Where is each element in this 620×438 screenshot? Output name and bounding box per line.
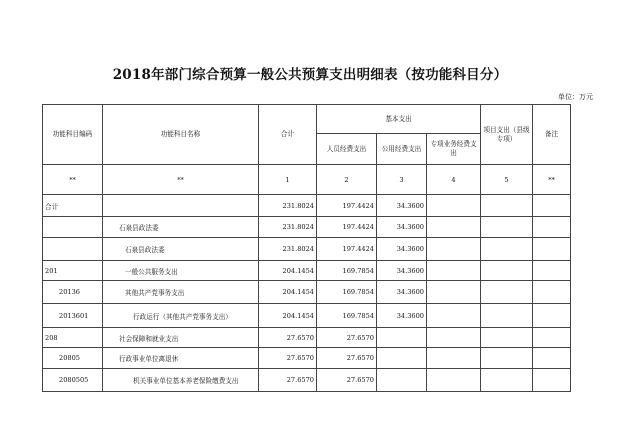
project-cell [481, 348, 533, 369]
remark-cell [533, 348, 571, 369]
personnel-cell: 27.6570 [317, 369, 377, 392]
name-cell: 机关事业单位基本养老保险缴费支出 [103, 369, 259, 392]
marker-cell: 4 [427, 165, 481, 195]
special-cell [427, 348, 481, 369]
header-code: 功能科目编码 [43, 105, 103, 165]
code-cell: 201 [43, 261, 103, 281]
marker-cell: 3 [377, 165, 427, 195]
personnel-cell: 197.4424 [317, 195, 377, 217]
special-cell [427, 328, 481, 348]
marker-cell: ** [103, 165, 259, 195]
table-row [43, 328, 571, 348]
code-cell: 20136 [43, 281, 103, 304]
name-cell: 行政运行（其他共产党事务支出） [103, 304, 259, 328]
project-cell [481, 304, 533, 328]
marker-cell: 2 [317, 165, 377, 195]
special-cell [427, 195, 481, 217]
marker-cell: 5 [481, 165, 533, 195]
remark-cell [533, 195, 571, 217]
remark-cell [533, 304, 571, 328]
personnel-cell: 27.6570 [317, 348, 377, 369]
public-cell: 34.3600 [377, 195, 427, 217]
public-cell [377, 348, 427, 369]
total-cell: 27.6570 [259, 369, 317, 392]
project-cell [481, 369, 533, 392]
public-cell: 34.3600 [377, 261, 427, 281]
marker-cell: ** [533, 165, 571, 195]
header-name: 功能科目名称 [103, 105, 259, 165]
public-cell: 34.3600 [377, 238, 427, 261]
total-cell: 231.8024 [259, 238, 317, 261]
code-cell: 2080505 [43, 369, 103, 392]
code-cell: 208 [43, 328, 103, 348]
special-cell [427, 261, 481, 281]
name-cell: 其他共产党事务支出 [103, 281, 259, 304]
special-cell [427, 281, 481, 304]
public-cell: 34.3600 [377, 217, 427, 238]
project-cell [481, 261, 533, 281]
public-cell [377, 328, 427, 348]
personnel-cell: 169.7854 [317, 261, 377, 281]
table-row [43, 238, 571, 261]
table-row [43, 348, 571, 369]
unit-label: 单位：万元 [558, 93, 593, 101]
remark-cell [533, 328, 571, 348]
name-cell: 石泉县政法委 [103, 238, 259, 261]
header-personnel: 人员经费支出 [317, 134, 377, 165]
name-cell: 行政事业单位离退休 [103, 348, 259, 369]
table-row [43, 261, 571, 281]
personnel-cell: 169.7854 [317, 281, 377, 304]
personnel-cell: 27.6570 [317, 328, 377, 348]
code-cell [43, 238, 103, 261]
code-cell: 2013601 [43, 304, 103, 328]
public-cell: 34.3600 [377, 281, 427, 304]
project-cell [481, 217, 533, 238]
name-cell: 石泉县政法委 [103, 217, 259, 238]
code-cell: 合计 [43, 195, 103, 217]
header-total: 合计 [259, 105, 317, 165]
marker-cell: 1 [259, 165, 317, 195]
project-cell [481, 195, 533, 217]
code-cell: 20805 [43, 348, 103, 369]
header-basic: 基本支出 [317, 105, 481, 134]
total-cell: 27.6570 [259, 328, 317, 348]
table-row [43, 304, 571, 328]
header-special: 专项业务经费支出 [427, 134, 481, 165]
personnel-cell: 197.4424 [317, 238, 377, 261]
remark-cell [533, 217, 571, 238]
total-cell: 204.1454 [259, 261, 317, 281]
name-cell: 社会保障和就业支出 [103, 328, 259, 348]
total-cell: 204.1454 [259, 281, 317, 304]
project-cell [481, 281, 533, 304]
header-project: 项目支出（县级专项） [481, 105, 533, 165]
public-cell [377, 369, 427, 392]
special-cell [427, 369, 481, 392]
marker-cell: ** [43, 165, 103, 195]
table-row [43, 217, 571, 238]
total-cell: 231.8024 [259, 195, 317, 217]
header-remark: 备注 [533, 105, 571, 165]
total-cell: 204.1454 [259, 304, 317, 328]
code-cell [43, 217, 103, 238]
project-cell [481, 328, 533, 348]
remark-cell [533, 369, 571, 392]
header-public: 公用经费支出 [377, 134, 427, 165]
name-cell: 一般公共服务支出 [103, 261, 259, 281]
personnel-cell: 197.4424 [317, 217, 377, 238]
special-cell [427, 238, 481, 261]
table-row [43, 281, 571, 304]
total-cell: 231.8024 [259, 217, 317, 238]
remark-cell [533, 281, 571, 304]
table-row [43, 369, 571, 392]
expenditure-table [42, 104, 571, 392]
total-cell: 27.6570 [259, 348, 317, 369]
special-cell [427, 217, 481, 238]
remark-cell [533, 261, 571, 281]
table-row [43, 195, 571, 217]
public-cell: 34.3600 [377, 304, 427, 328]
name-cell [103, 195, 259, 217]
project-cell [481, 238, 533, 261]
remark-cell [533, 238, 571, 261]
special-cell [427, 304, 481, 328]
personnel-cell: 169.7854 [317, 304, 377, 328]
page-title: 2018年部门综合预算一般公共预算支出明细表（按功能科目分） [112, 67, 508, 83]
